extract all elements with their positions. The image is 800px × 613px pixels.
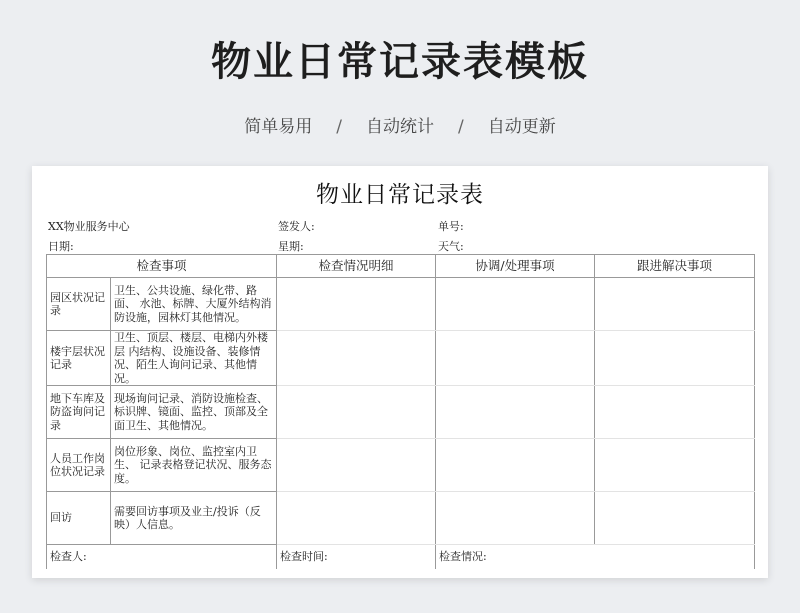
- weather-label: 天气:: [438, 240, 464, 253]
- signer-label: 签发人:: [278, 220, 315, 233]
- row-description: 需要回访事项及业主/投诉（反映）人信息。: [111, 492, 277, 545]
- coordination-cell[interactable]: [436, 439, 595, 492]
- document-preview: [32, 166, 768, 578]
- table-row: [47, 278, 755, 331]
- follow-up-cell[interactable]: [595, 386, 755, 439]
- header-follow-up: 跟进解决事项: [595, 255, 755, 278]
- row-description: 卫生、顶层、楼层、电梯内外楼层 内结构、设施设备、装修情况、陌生人询问记录、其他情况。: [111, 331, 277, 386]
- detail-cell[interactable]: [277, 492, 436, 545]
- table-row: [47, 439, 755, 492]
- row-category: 回访: [47, 492, 111, 545]
- tag-easy: 简单易用: [244, 117, 313, 137]
- tag-auto-update: 自动更新: [487, 117, 556, 137]
- weekday-label: 星期:: [278, 240, 304, 253]
- company-name: XX物业服务中心: [48, 220, 130, 233]
- coordination-cell[interactable]: [436, 492, 595, 545]
- row-category: 园区状况记录: [47, 278, 111, 331]
- table-row: [47, 386, 755, 439]
- follow-up-cell[interactable]: [595, 492, 755, 545]
- number-label: 单号:: [438, 220, 464, 233]
- document-title: 物业日常记录表: [316, 182, 484, 208]
- follow-up-cell[interactable]: [595, 331, 755, 386]
- header-coordination: 协调/处理事项: [436, 255, 595, 278]
- table-row: [47, 492, 755, 545]
- row-category: 楼宇层状况记录: [47, 331, 111, 386]
- detail-cell[interactable]: [277, 386, 436, 439]
- record-table: [46, 254, 755, 569]
- row-description: 现场询问记录、消防设施检查、标识牌、镜面、监控、顶部及全面卫生、其他情况。: [111, 386, 277, 439]
- coordination-cell[interactable]: [436, 331, 595, 386]
- coordination-cell[interactable]: [436, 278, 595, 331]
- feature-tags: [0, 112, 800, 137]
- row-category: 人员工作岗位状况记录: [47, 439, 111, 492]
- tag-separator: /: [336, 117, 342, 137]
- inspector-label: 检查人:: [47, 545, 277, 570]
- detail-cell[interactable]: [277, 331, 436, 386]
- table-row: [47, 331, 755, 386]
- detail-cell[interactable]: [277, 278, 436, 331]
- inspection-time-label: 检查时间:: [277, 545, 436, 570]
- row-category: 地下车库及防盗询问记录: [47, 386, 111, 439]
- follow-up-cell[interactable]: [595, 278, 755, 331]
- coordination-cell[interactable]: [436, 386, 595, 439]
- detail-cell[interactable]: [277, 439, 436, 492]
- table-header-row: [47, 255, 755, 278]
- tag-separator: /: [458, 117, 464, 137]
- header-check-item: 检查事项: [47, 255, 277, 278]
- page-title: 物业日常记录表模板: [211, 39, 589, 85]
- header-check-detail: 检查情况明细: [277, 255, 436, 278]
- table-footer-row: [47, 545, 755, 570]
- tag-auto-stats: 自动统计: [366, 117, 434, 137]
- inspection-status-label: 检查情况:: [436, 545, 755, 570]
- date-label: 日期:: [48, 240, 74, 253]
- row-description: 岗位形象、岗位、监控室内卫生、 记录表格登记状况、服务态度。: [111, 439, 277, 492]
- row-description: 卫生、公共设施、绿化带、路面、 水池、标牌、大厦外结构消防设施，园林灯其他情况。: [111, 278, 277, 331]
- follow-up-cell[interactable]: [595, 439, 755, 492]
